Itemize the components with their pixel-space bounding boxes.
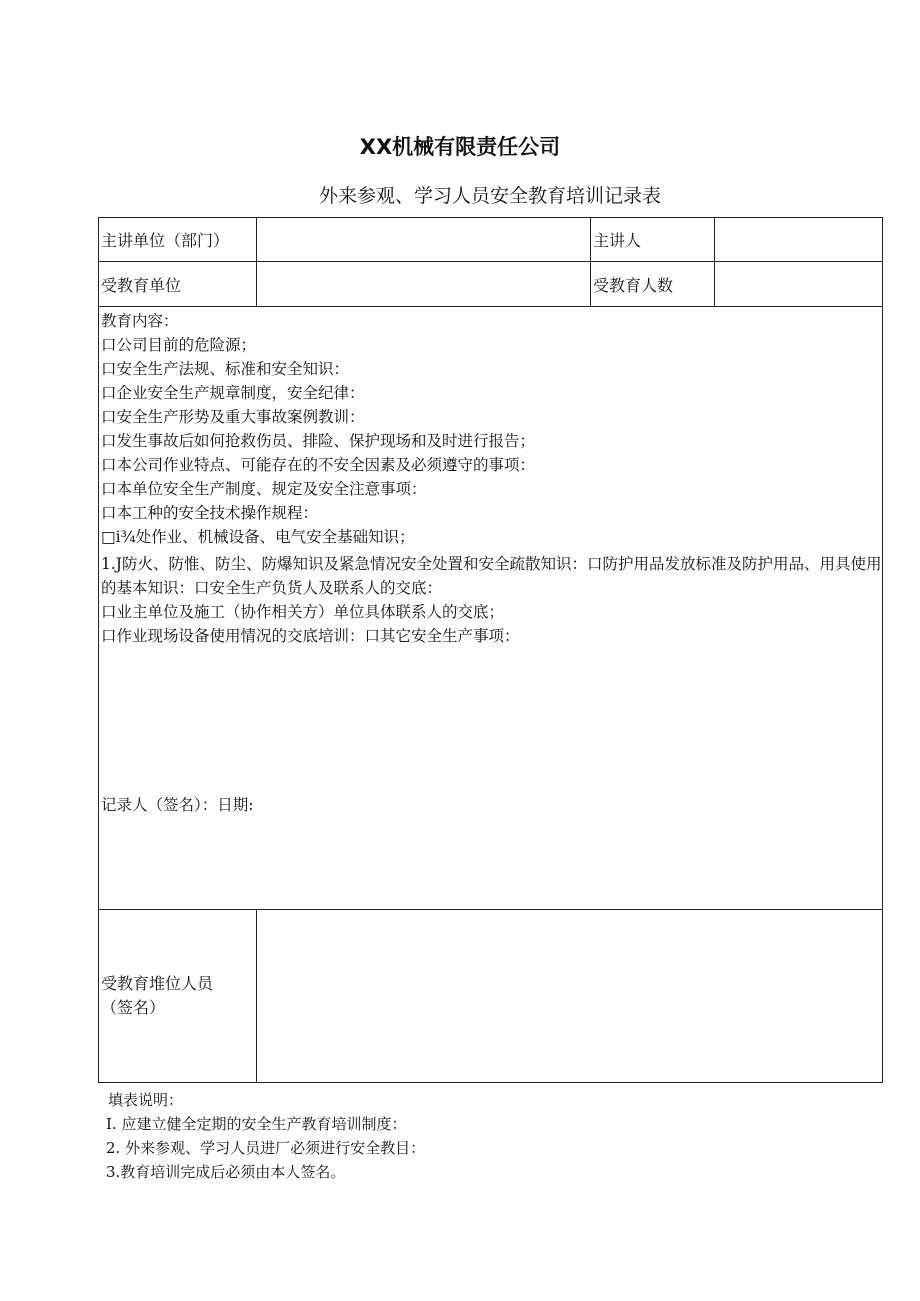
instruction-item: 3.教育培训完成后必须由本人签名。 [106,1163,346,1181]
education-content-cell [99,307,883,910]
recorder-signature-date: 记录人（签名）：日期: [101,796,254,814]
content-item: 口发生事故后如何抢救伤员、排险、保护现场和及时进行报告； [101,432,536,450]
row-content [99,307,883,910]
lecturer-field[interactable] [715,218,883,262]
content-item: 口本工种的安全技术操作规程： [101,504,319,522]
row-lecturer [99,218,883,262]
lecturer-unit-field[interactable] [257,218,591,262]
content-heading: 教育内容： [101,312,179,330]
trainee-signature-field[interactable] [257,910,883,1083]
row-signatures [99,910,883,1083]
trainee-count-field[interactable] [715,262,883,307]
training-record-table [98,217,883,1083]
fill-instructions [106,1088,425,1184]
content-item: □i¾处作业、机械设备、电气安全基础知识； [101,528,415,546]
content-item: 口业主单位及施工（协作相关方）单位具体联系人的交底； [101,603,505,621]
trainee-unit-field[interactable] [257,262,591,307]
content-item: 口企业安全生产规章制度，安全纪律： [101,384,365,402]
content-paragraph: 1.J防火、防惟、防尘、防爆知识及紧急情况安全处置和安全疏散知识：口防护用品发放标准及防护用品、用具使用的基本知识：口安全生产负货人及联系人的交底： [101,555,882,597]
content-item: 口公司目前的危险源； [101,336,257,354]
content-item: 口本单位安全生产制度、规定及安全注意事项： [101,480,427,498]
instructions-heading: 填表说明： [108,1091,184,1109]
content-item: 口安全生产形势及重大事故案例教训： [101,408,365,426]
instruction-item: I. 应建立健全定期的安全生产教育培训制度： [106,1115,407,1133]
signature-label-line2: （签名） [101,998,166,1017]
row-trainee [99,262,883,307]
signature-label-line1: 受教育堆位人员 [101,974,214,993]
content-item: 口安全生产法规、标准和安全知识： [101,360,350,378]
form-title: 外来参观、学习人员安全教育培训记录表 [318,185,661,207]
content-item: 口本公司作业特点、可能存在的不安全因素及必须遵守的事项： [101,456,536,474]
lecturer-label: 主讲人 [591,218,715,262]
trainee-count-label: 受教育人数 [591,262,715,307]
trainee-unit-label: 受教育单位 [99,262,257,307]
trainee-signature-label [99,910,257,1083]
company-title: XX机械有限责任公司 [359,135,561,159]
content-item: 口作业现场设备使用情况的交底培训：口其它安全生产事项： [101,627,520,645]
education-content [99,307,882,648]
lecturer-unit-label: 主讲单位（部门） [99,218,257,262]
instruction-item: 2. 外来参观、学习人员进厂必须进行安全教目： [106,1139,426,1157]
